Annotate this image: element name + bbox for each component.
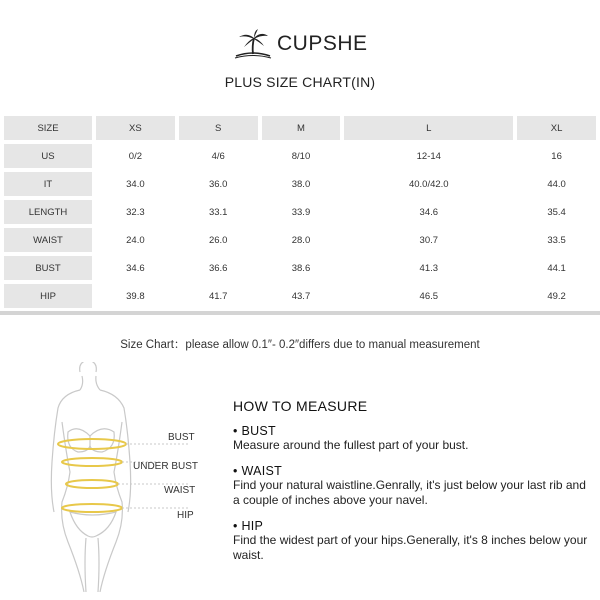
waist-label: WAIST [164,485,196,496]
table-cell: 38.0 [262,172,341,196]
table-cell: 28.0 [262,228,341,252]
table-header-row [4,116,596,140]
section-body: Find the widest part of your hips.Generally, it's 8 inches below your waist. [233,533,588,562]
table-cell: 30.7 [344,228,513,252]
table-cell: 26.0 [179,228,258,252]
row-label: BUST [4,256,92,280]
measurement-note: Size Chart：please allow 0.1″- 0.2″differs due to manual measurement [120,339,480,351]
table-cell: 33.1 [179,200,258,224]
palm-tree-icon [233,28,273,60]
table-cell: 46.5 [344,284,513,308]
table-cell: 35.4 [517,200,596,224]
page-title: PLUS SIZE CHART(IN) [224,74,376,90]
section-title: • BUST [233,424,276,438]
row-label: US [4,144,92,168]
header-cell: M [262,116,341,140]
table-cell: 34.0 [96,172,175,196]
size-table [0,112,600,312]
table-row [4,144,596,168]
section-title: • HIP [233,519,264,533]
waist-section [233,464,593,508]
table-cell: 8/10 [262,144,341,168]
brand-name: CUPSHE [277,32,368,55]
table-cell: 44.1 [517,256,596,280]
row-label: LENGTH [4,200,92,224]
table-cell: 40.0/42.0 [344,172,513,196]
table-row [4,228,596,252]
table-cell: 4/6 [179,144,258,168]
table-cell: 34.6 [96,256,175,280]
header-cell: XS [96,116,175,140]
hip-measure-line [62,504,122,512]
table-cell: 0/2 [96,144,175,168]
table-row [4,172,596,196]
how-to-measure [233,398,593,574]
hip-section [233,519,593,563]
row-label: WAIST [4,228,92,252]
hip-label: HIP [177,510,194,521]
row-label: IT [4,172,92,196]
bust-section [233,424,593,453]
body-figure-illustration [40,362,210,592]
table-row [4,284,596,308]
table-cell: 24.0 [96,228,175,252]
table-cell: 39.8 [96,284,175,308]
section-body: Measure around the fullest part of your bust. [233,438,469,452]
table-cell: 44.0 [517,172,596,196]
header-cell: S [179,116,258,140]
how-to-measure-heading: HOW TO MEASURE [233,398,368,414]
table-cell: 41.3 [344,256,513,280]
table-cell: 36.0 [179,172,258,196]
table-cell: 41.7 [179,284,258,308]
table-cell: 49.2 [517,284,596,308]
table-cell: 33.9 [262,200,341,224]
table-cell: 36.6 [179,256,258,280]
header-cell: SIZE [4,116,92,140]
header-cell: L [344,116,513,140]
under-bust-measure-line [62,458,122,466]
table-cell: 16 [517,144,596,168]
table-cell: 12-14 [344,144,513,168]
row-label: HIP [4,284,92,308]
brand-logo [233,26,373,62]
under-bust-label: UNDER BUST [133,461,199,472]
table-row [4,256,596,280]
table-cell: 43.7 [262,284,341,308]
section-body: Find your natural waistline.Genrally, it's just below your last rib and a couple of inches above your navel. [233,478,586,507]
table-cell: 38.6 [262,256,341,280]
section-title: • WAIST [233,464,283,478]
bust-label: BUST [168,432,195,443]
header-cell: XL [517,116,596,140]
table-row [4,200,596,224]
table-cell: 33.5 [517,228,596,252]
section-divider [0,311,600,315]
table-cell: 34.6 [344,200,513,224]
table-cell: 32.3 [96,200,175,224]
bust-measure-line [58,439,126,449]
waist-measure-line [66,480,118,488]
